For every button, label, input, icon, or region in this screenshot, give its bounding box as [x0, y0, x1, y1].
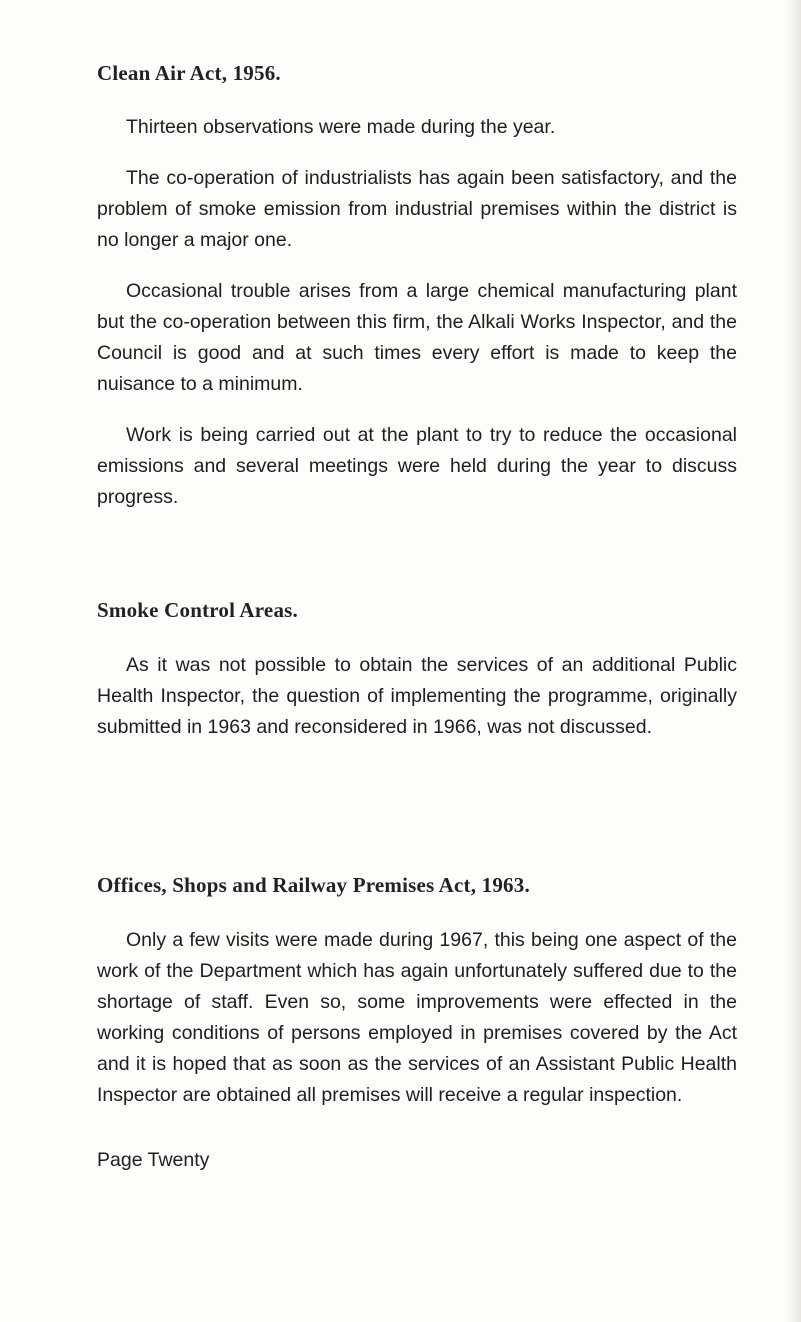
heading-offices-shops-railway: Offices, Shops and Railway Premises Act, 1963. — [97, 873, 530, 897]
paragraph-work-at-plant: Work is being carried out at the plant to try to reduce the occasional emissions and several meetings were held during the year to discuss progress. — [97, 424, 737, 508]
paragraph-occasional-trouble: Occasional trouble arises from a large chemical manufacturing plant but the co-operation between this firm, the Alkali Works Inspector, and the Council is good and at such times every effort is made to keep the nuisance to a minimum. — [97, 280, 737, 395]
page-number-label: Page Twenty — [97, 1149, 210, 1171]
heading-clean-air-act: Clean Air Act, 1956. — [97, 61, 281, 85]
heading-smoke-control-areas: Smoke Control Areas. — [97, 598, 298, 622]
paragraph-smoke-control: As it was not possible to obtain the services of an additional Public Health Inspector, the question of implementing the programme, originally submitted in 1963 and reconsidered in 1966, was not discussed. — [97, 654, 737, 738]
paragraph-co-operation: The co-operation of industrialists has again been satisfactory, and the problem of smoke emission from industrial premises within the district is no longer a major one. — [97, 167, 737, 251]
paragraph-observations: Thirteen observations were made during the year. — [126, 116, 556, 138]
page-edge-shadow — [785, 0, 801, 1322]
paragraph-offices-shops: Only a few visits were made during 1967, this being one aspect of the work of the Department which has again unfortunately suffered due to the shortage of staff. Even so, some improvements were effected in the working conditions of persons employed in premises covered by the Act and it is hoped that as soon as the services of an Assistant Public Health Inspector are obtained all premises will receive a regular inspection. — [97, 929, 737, 1106]
